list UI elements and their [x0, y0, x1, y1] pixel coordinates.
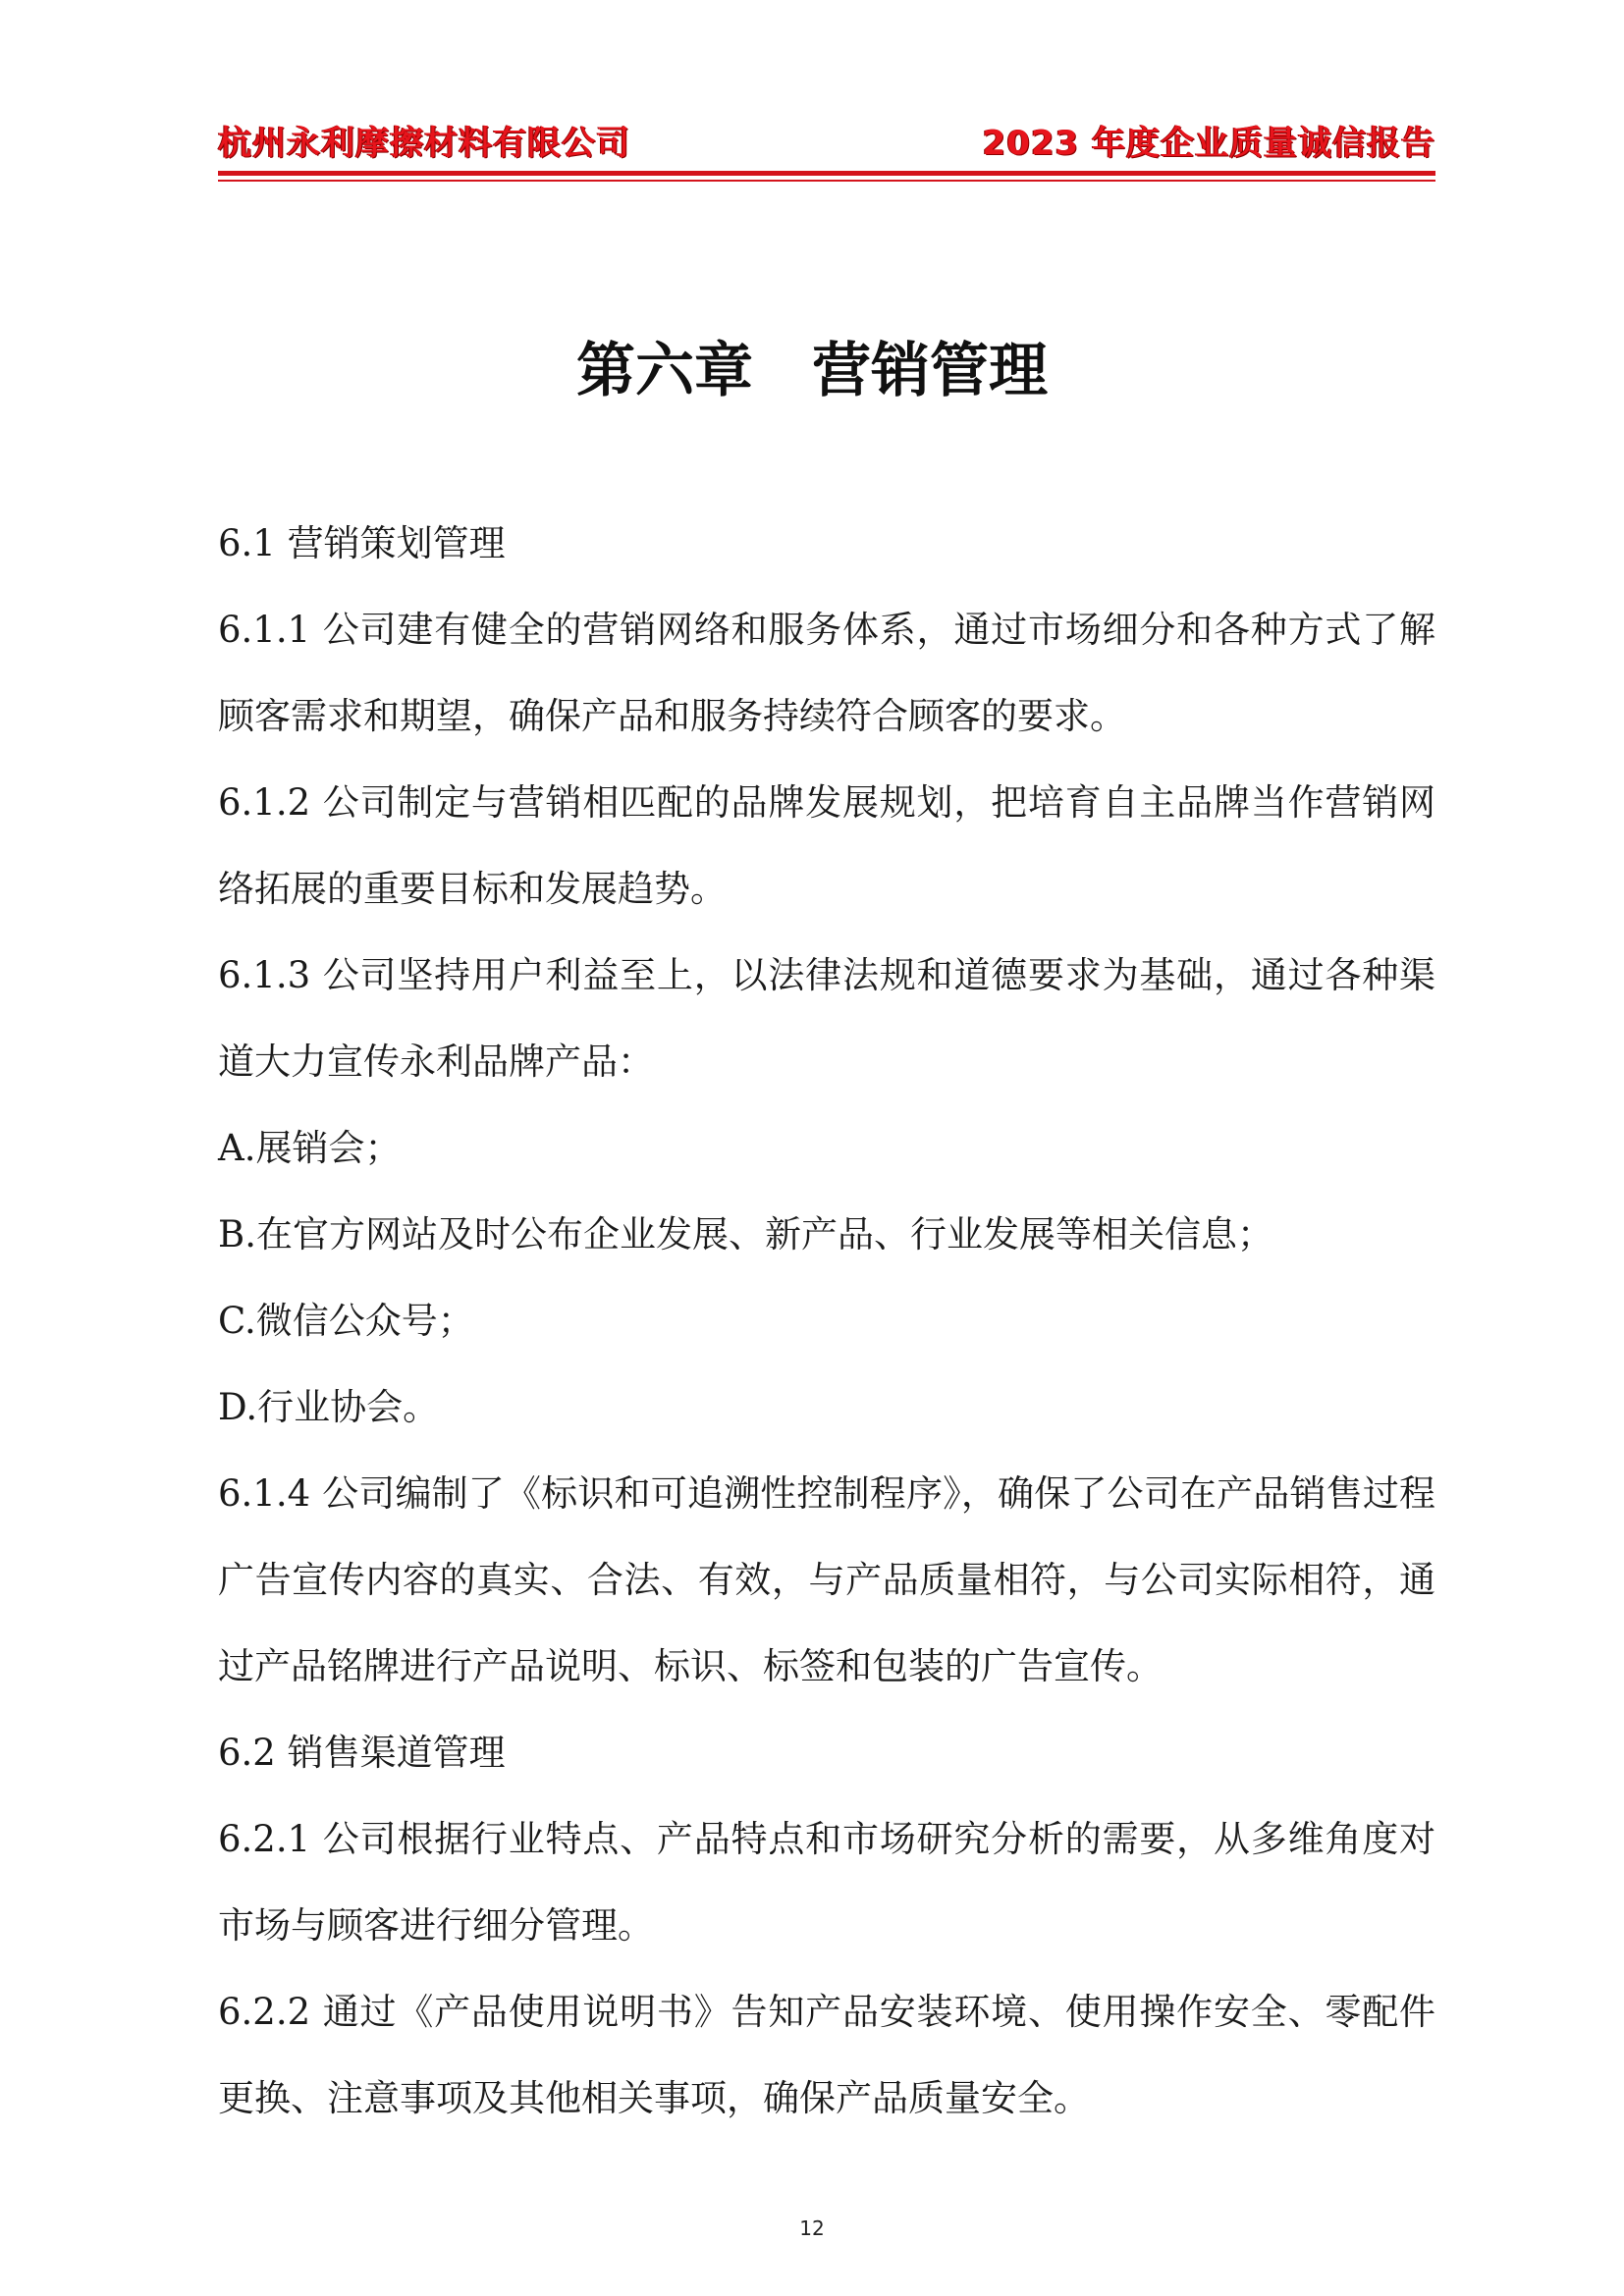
list-item-c: C.微信公众号；	[218, 1300, 474, 1342]
paragraph-6-1-2: 6.1.2 公司制定与营销相匹配的品牌发展规划，把培育自主品牌当作营销网络拓展的重要目标和发展趋势。	[218, 781, 1435, 910]
chapter-title: 第六章 营销管理	[576, 337, 1048, 405]
header-rule-thin	[218, 180, 1435, 182]
section-heading-6-1: 6.1 营销策划管理	[218, 522, 506, 564]
paragraph-6-1-4: 6.1.4 公司编制了《标识和可追溯性控制程序》，确保了公司在产品销售过程广告宣传内容的真实、合法、有效，与产品质量相符，与公司实际相符，通过产品铭牌进行产品说明、标识、标签和包装的广告宣传。	[218, 1472, 1435, 1687]
header-report-title: 2023 年度企业质量诚信报告	[982, 124, 1435, 163]
page-header	[218, 116, 1435, 171]
list-item-d: D.行业协会。	[218, 1386, 440, 1428]
page-number: 12	[799, 2216, 825, 2240]
list-item-b: B.在官方网站及时公布企业发展、新产品、行业发展等相关信息；	[218, 1213, 1273, 1255]
list-item-a: A.展销会；	[218, 1127, 402, 1169]
header-rule-thick	[218, 171, 1435, 176]
paragraph-6-1-3: 6.1.3 公司坚持用户利益至上，以法律法规和道德要求为基础，通过各种渠道大力宣传永利品牌产品：	[218, 954, 1435, 1083]
paragraph-6-2-2: 6.2.2 通过《产品使用说明书》告知产品安装环境、使用操作安全、零配件更换、注意事项及其他相关事项，确保产品质量安全。	[218, 1991, 1435, 2119]
paragraph-6-2-1: 6.2.1 公司根据行业特点、产品特点和市场研究分析的需要，从多维角度对市场与顾客进行细分管理。	[218, 1818, 1435, 1947]
paragraph-6-1-1: 6.1.1 公司建有健全的营销网络和服务体系，通过市场细分和各种方式了解顾客需求和期望，确保产品和服务持续符合顾客的要求。	[218, 609, 1435, 737]
body-text	[218, 501, 1435, 2142]
section-heading-6-2: 6.2 销售渠道管理	[218, 1732, 506, 1774]
header-company-name: 杭州永利摩擦材料有限公司	[218, 124, 630, 163]
